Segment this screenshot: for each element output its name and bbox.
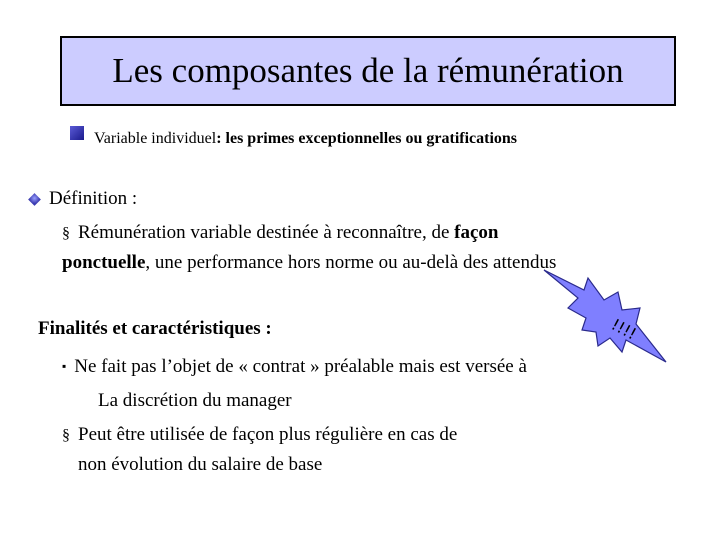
subtitle (70, 130, 517, 148)
title-box (60, 36, 676, 106)
finalites-item-1: ▪ Ne fait pas l’objet de « contrat » préalable mais est versée à (62, 356, 527, 377)
starburst-icon (542, 268, 670, 368)
section-bullet-icon: § (62, 225, 70, 242)
page-title: Les composantes de la rémunération (112, 51, 624, 90)
starburst-shape (544, 270, 666, 362)
definition-line-2: ponctuelle, une performance hors norme ou au-delà des attendus (62, 252, 557, 273)
square-bullet-icon (70, 126, 84, 140)
finalites-heading: Finalités et caractéristiques : (38, 318, 272, 339)
section-bullet-icon: § (62, 427, 70, 444)
finalites-item-1-cont: La discrétion du manager (98, 390, 292, 411)
finalites-item-2: § Peut être utilisée de façon plus régulière en cas de (62, 424, 458, 445)
definition-heading: Définition : (30, 188, 137, 210)
subtitle-label: Variable individuel (94, 130, 217, 147)
subtitle-label-bold: : les primes exceptionnelles ou gratifications (216, 130, 518, 147)
definition-line-1: § Rémunération variable destinée à reconnaître, de façon (62, 222, 499, 243)
diamond-bullet-icon (28, 193, 41, 206)
square-bullet-small-icon: ▪ (62, 359, 67, 373)
finalites-item-2-cont: non évolution du salaire de base (78, 454, 323, 475)
starburst-text: !!!! (608, 314, 640, 344)
